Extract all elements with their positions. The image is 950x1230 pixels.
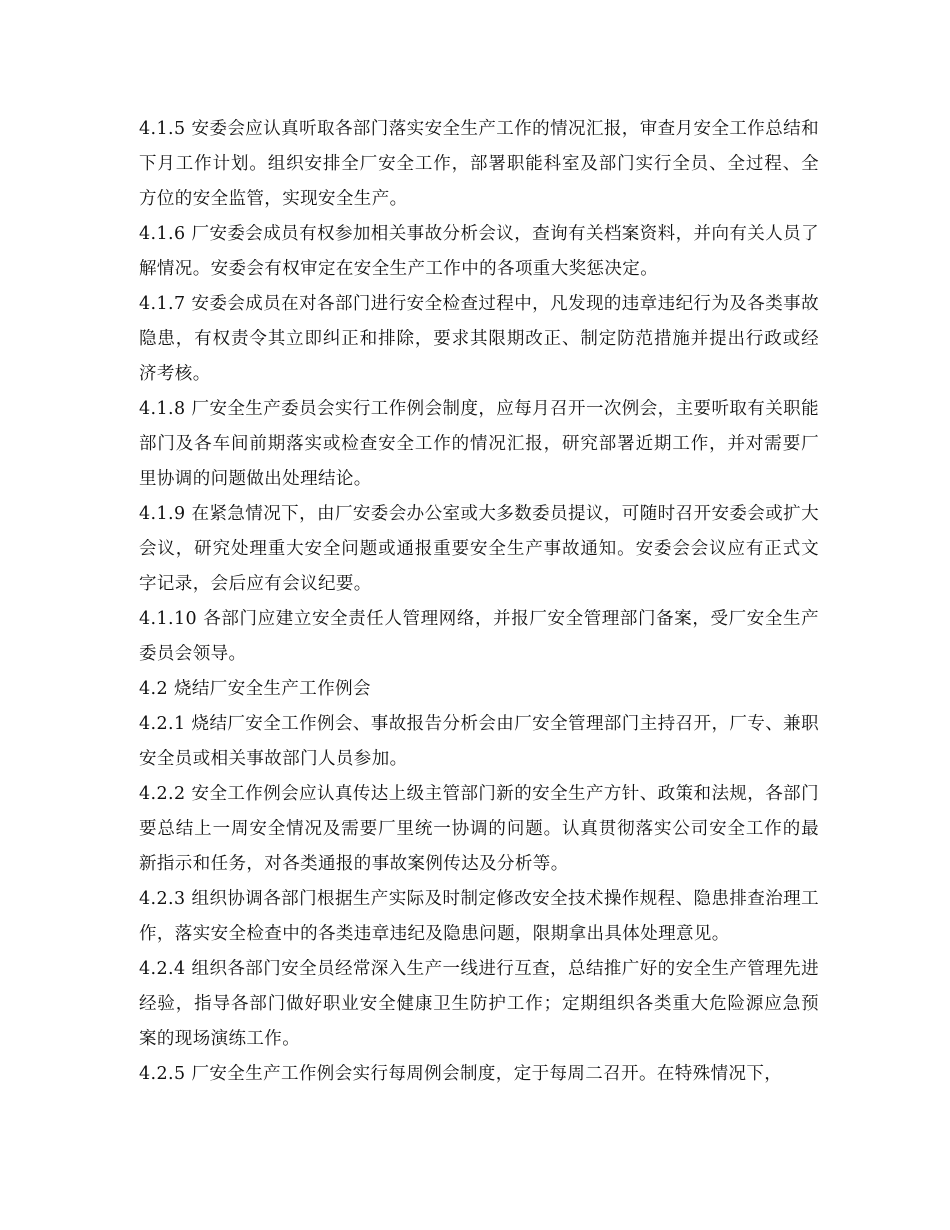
section-heading-4-2: 4.2 烧结厂安全生产工作例会 (139, 679, 371, 699)
paragraph-4-2-2: 4.2.2 安全工作例会应认真传达上级主管部门新的安全生产方针、政策和法规，各部门要总结上一周安全情况及需要厂里统一协调的问题。认真贯彻落实公司安全工作的最新指示和任务，对各类通报的事故案例传达及分析等。 (139, 784, 819, 874)
paragraph-4-1-6: 4.1.6 厂安委会成员有权参加相关事故分析会议，查询有关档案资料，并向有关人员了解情况。安委会有权审定在安全生产工作中的各项重大奖惩决定。 (139, 224, 819, 279)
paragraph-4-1-10: 4.1.10 各部门应建立安全责任人管理网络，并报厂安全管理部门备案，受厂安全生产委员会领导。 (139, 609, 819, 664)
paragraph-4-1-8: 4.1.8 厂安全生产委员会实行工作例会制度，应每月召开一次例会，主要听取有关职能部门及各车间前期落实或检查安全工作的情况汇报，研究部署近期工作，并对需要厂里协调的问题做出处理结论。 (139, 399, 819, 489)
paragraph-4-1-7: 4.1.7 安委会成员在对各部门进行安全检查过程中，凡发现的违章违纪行为及各类事故隐患，有权责令其立即纠正和排除，要求其限期改正、制定防范措施并提出行政或经济考核。 (139, 294, 819, 384)
document-body (139, 112, 819, 1092)
paragraph-4-1-9: 4.1.9 在紧急情况下，由厂安委会办公室或大多数委员提议，可随时召开安委会或扩大会议，研究处理重大安全问题或通报重要安全生产事故通知。安委会会议应有正式文字记录，会后应有会议纪要。 (139, 504, 819, 594)
paragraph-4-2-3: 4.2.3 组织协调各部门根据生产实际及时制定修改安全技术操作规程、隐患排查治理工作，落实安全检查中的各类违章违纪及隐患问题，限期拿出具体处理意见。 (139, 889, 819, 944)
paragraph-4-1-5: 4.1.5 安委会应认真听取各部门落实安全生产工作的情况汇报，审查月安全工作总结和下月工作计划。组织安排全厂安全工作，部署职能科室及部门实行全员、全过程、全方位的安全监管，实现安全生产。 (139, 119, 819, 209)
paragraph-4-2-4: 4.2.4 组织各部门安全员经常深入生产一线进行互查，总结推广好的安全生产管理先进经验，指导各部门做好职业安全健康卫生防护工作；定期组织各类重大危险源应急预案的现场演练工作。 (139, 959, 819, 1049)
paragraph-4-2-1: 4.2.1 烧结厂安全工作例会、事故报告分析会由厂安全管理部门主持召开，厂专、兼职安全员或相关事故部门人员参加。 (139, 714, 819, 769)
paragraph-4-2-5: 4.2.5 厂安全生产工作例会实行每周例会制度，定于每周二召开。在特殊情况下， (139, 1064, 783, 1084)
